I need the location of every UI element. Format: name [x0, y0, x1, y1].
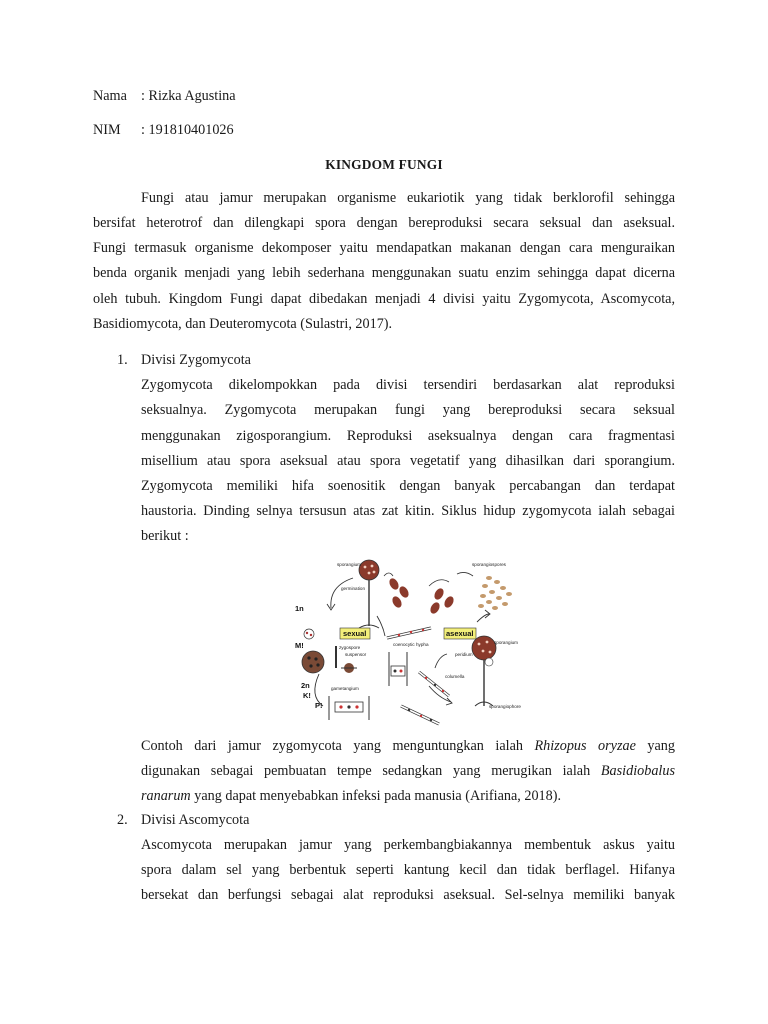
intro-line: bersifat heterotrof dan dilengkapi spora dengan bereproduksi secara seksual dan aseksual. — [93, 215, 675, 231]
label-germination: germination — [341, 586, 366, 591]
intro-line: oleh tubuh. Kingdom Fungi dapat dibedakan menjadi 4 divisi yaitu Zygomycota, Ascomycota, — [93, 291, 675, 307]
example-line-3 — [141, 788, 561, 805]
intro-line: Basidiomycota, dan Deuteromycota (Sulastri, 2017). — [93, 316, 393, 332]
text-span: digunakan sebagai pembuatan tempe sedangkan yang merugikan ialah — [141, 763, 601, 779]
intro-line: Fungi termasuk organisme dekomposer yaitu mendapatkan makanan dengan cara menguraikan — [93, 240, 675, 256]
label-zygospore: zygospore — [339, 645, 361, 650]
species-name: Basidiobalus — [600, 763, 675, 779]
intro-line: Fungi atau jamur merupakan organisme eukariotik yang tidak berklorofil sehingga — [141, 190, 675, 206]
section-line: misellium atau spora aseksual atau spora vegetatif yang dihasilkan dari sporangium. — [141, 453, 675, 469]
page-title: KINGDOM FUNGI — [325, 157, 443, 172]
section-line: bersekat dan berfungsi sebagai alat reproduksi aseksual. Sel-selnya memiliki banyak — [141, 887, 675, 903]
intro-line: benda organik menjadi yang lebih sederhana menggunakan suatu enzim sehingga dapat dicerna — [93, 265, 675, 281]
example-line-1 — [141, 738, 675, 755]
label-suspensor: suspensor — [345, 652, 367, 657]
label-peridium: peridium — [455, 652, 473, 657]
text-span: yang — [635, 738, 675, 754]
nim-label: NIM — [93, 122, 121, 138]
label-sporangium-right: sporangium — [494, 640, 519, 645]
label-coenocytic-hypha: coenocytic hypha — [393, 642, 429, 647]
label-sporangium: sporangium — [337, 562, 362, 567]
text-span: yang dapat menyebabkan infeksi pada manusia (Arifiana, 2018). — [190, 788, 561, 804]
section-number: 1. — [117, 352, 128, 368]
label-sexual: sexual — [343, 629, 367, 638]
label-m: M! — [295, 641, 304, 650]
section-line: Zygomycota memiliki hifa soenositik dengan banyak percabangan dan terdapat — [141, 478, 675, 494]
text-span: Contoh dari jamur zygomycota yang menguntungkan ialah — [141, 738, 535, 754]
label-sporangiospores: sporangiospores — [472, 562, 506, 567]
name-label: Nama — [93, 88, 127, 104]
nim-value: : 191810401026 — [141, 122, 234, 138]
section-number: 2. — [117, 812, 128, 828]
example-line-2 — [141, 763, 675, 780]
zygomycota-life-cycle-figure — [289, 556, 529, 728]
section-heading: Divisi Ascomycota — [141, 812, 250, 828]
label-gametangium: gametangium — [331, 686, 359, 691]
name-value: : Rizka Agustina — [141, 88, 236, 104]
section-line: Zygomycota dikelompokkan pada divisi tersendiri berdasarkan alat reproduksi — [141, 377, 675, 393]
section-line: haustoria. Dinding selnya tersusun atas zat kitin. Siklus hidup zygomycota ialah sebagai — [141, 503, 675, 519]
section-heading: Divisi Zygomycota — [141, 352, 251, 368]
label-sporangiophore: sporangiophore — [489, 704, 521, 709]
section-line: spora dalam sel yang berbentuk seperti kantung kecil dan tidak berflagel. Hifanya — [141, 862, 675, 878]
section-line: berikut : — [141, 528, 189, 544]
label-1n: 1n — [295, 604, 304, 613]
label-2n: 2n — [301, 681, 310, 690]
label-columella: columella — [445, 674, 465, 679]
species-name: Rhizopus oryzae — [534, 738, 636, 754]
label-asexual: asexual — [446, 629, 474, 638]
section-line: Ascomycota merupakan jamur yang perkembangbiakannya membentuk askus yaitu — [141, 837, 675, 853]
section-line: menggunakan zigosporangium. Reproduksi aseksualnya dengan cara fragmentasi — [141, 428, 675, 444]
label-p: P! — [315, 701, 323, 710]
section-line: seksualnya. Zygomycota merupakan fungi yang bereproduksi secara seksual — [141, 402, 675, 418]
species-name: ranarum — [141, 788, 191, 804]
label-k: K! — [303, 691, 311, 700]
